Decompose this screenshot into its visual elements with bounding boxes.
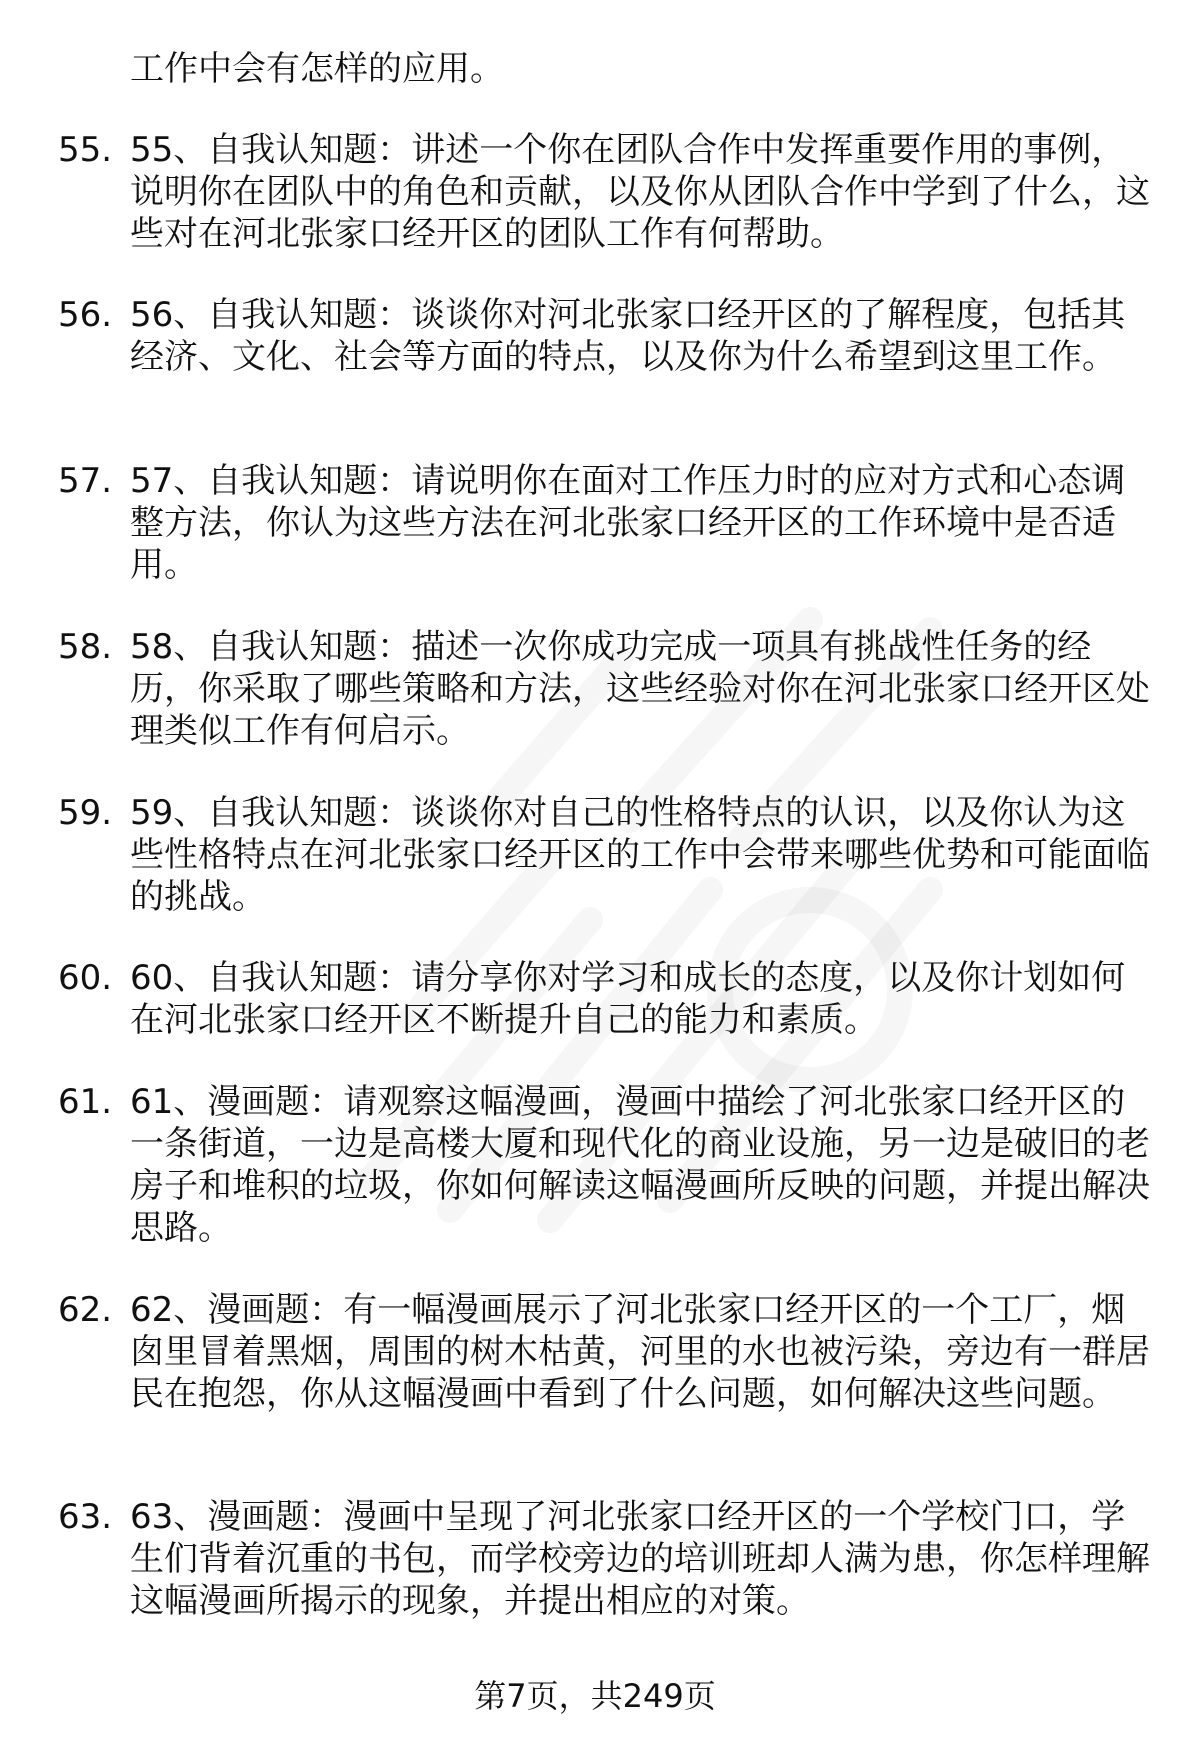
item-number: 59.	[58, 793, 113, 833]
item-number: 58.	[58, 627, 113, 667]
item-text: 59、自我认知题：谈谈你对自己的性格特点的认识，以及你认为这些性格特点在河北张家口经开区的工作中会带来哪些优势和可能面临的挑战。	[130, 793, 1150, 917]
item-number: 55.	[58, 130, 113, 170]
item-number: 56.	[58, 295, 113, 335]
item-text: 62、漫画题：有一幅漫画展示了河北张家口经开区的一个工厂，烟囱里冒着黑烟，周围的树木枯黄，河里的水也被污染，旁边有一群居民在抱怨，你从这幅漫画中看到了什么问题，如何解决这些问题。	[130, 1290, 1150, 1414]
item-number: 60.	[58, 958, 113, 998]
item-number: 62.	[58, 1290, 113, 1330]
item-text: 56、自我认知题：谈谈你对河北张家口经开区的了解程度，包括其经济、文化、社会等方面的特点，以及你为什么希望到这里工作。	[130, 295, 1126, 377]
item-text: 60、自我认知题：请分享你对学习和成长的态度，以及你计划如何在河北张家口经开区不断提升自己的能力和素质。	[130, 958, 1126, 1040]
item-text: 57、自我认知题：请说明你在面对工作压力时的应对方式和心态调整方法，你认为这些方法在河北张家口经开区的工作环境中是否适用。	[130, 461, 1126, 585]
page-footer: 第7页，共249页	[474, 1677, 716, 1715]
continuation-text: 工作中会有怎样的应用。	[130, 49, 504, 89]
item-text: 63、漫画题：漫画中呈现了河北张家口经开区的一个学校门口，学生们背着沉重的书包，而学校旁边的培训班却人满为患，你怎样理解这幅漫画所揭示的现象，并提出相应的对策。	[130, 1497, 1150, 1621]
item-number: 63.	[58, 1497, 113, 1537]
item-text: 58、自我认知题：描述一次你成功完成一项具有挑战性任务的经历，你采取了哪些策略和方法，这些经验对你在河北张家口经开区处理类似工作有何启示。	[130, 627, 1150, 751]
item-number: 61.	[58, 1082, 113, 1122]
item-number: 57.	[58, 461, 113, 501]
item-text: 55、自我认知题：讲述一个你在团队合作中发挥重要作用的事例，说明你在团队中的角色和贡献，以及你从团队合作中学到了什么，这些对在河北张家口经开区的团队工作有何帮助。	[130, 130, 1150, 254]
item-text: 61、漫画题：请观察这幅漫画，漫画中描绘了河北张家口经开区的一条街道，一边是高楼大厦和现代化的商业设施，另一边是破旧的老房子和堆积的垃圾，你如何解读这幅漫画所反映的问题，并提出解决思路。	[130, 1082, 1150, 1248]
